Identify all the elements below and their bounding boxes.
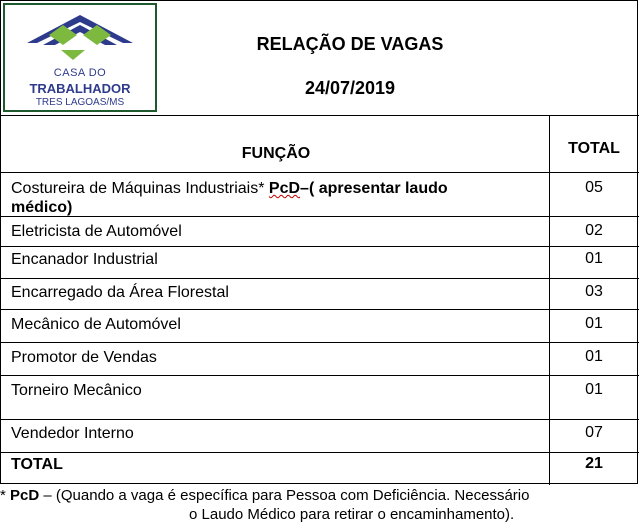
- footnote-line-1: – (Quando a vaga é específica para Pessoa com Deficiência. Necessário: [39, 487, 530, 504]
- page-title: RELAÇÃO DE VAGAS: [256, 34, 444, 54]
- table-row-total: 02: [585, 222, 603, 239]
- table-row-function: Torneiro Mecânico: [11, 382, 142, 399]
- divider: [1, 375, 639, 376]
- table-row-total: 07: [585, 424, 603, 441]
- table-row-function: Encanador Industrial: [11, 251, 158, 268]
- divider: [1, 342, 639, 343]
- footnote: [0, 486, 640, 506]
- table-row-total: 01: [585, 250, 603, 267]
- footnote-term: PcD: [10, 487, 40, 504]
- table-row-function: Vendedor Interno: [11, 425, 134, 442]
- column-header-total: TOTAL: [568, 140, 620, 157]
- house-roof-icon: [5, 5, 155, 67]
- logo-line-1: CASA DO: [53, 67, 107, 79]
- table-row-function: Promotor de Vendas: [11, 349, 157, 366]
- table-row-total: 01: [585, 348, 603, 365]
- table-row-total: 01: [585, 315, 603, 332]
- function-note-2: médico): [11, 199, 73, 216]
- logo-line-2: TRABALHADOR: [29, 81, 131, 96]
- page-date: 24/07/2019: [304, 78, 396, 98]
- divider: [1, 419, 639, 420]
- divider: [1, 115, 639, 116]
- divider: [1, 452, 639, 453]
- column-header-function: FUNÇÃO: [241, 145, 311, 162]
- table-row-function: Encarregado da Área Florestal: [11, 284, 229, 301]
- table-row-total: 05: [585, 179, 603, 196]
- divider: [1, 172, 639, 173]
- function-name: Costureira de Máquinas Industriais*: [11, 180, 265, 197]
- table-row-total: 03: [585, 283, 603, 300]
- table-row-function: [11, 179, 541, 217]
- table-row-total: 01: [585, 381, 603, 398]
- casa-do-trabalhador-logo: [3, 3, 157, 112]
- table-row-function: Mecânico de Automóvel: [11, 316, 181, 333]
- total-label: TOTAL: [11, 456, 63, 473]
- footnote-marker: *: [0, 487, 6, 504]
- divider: [1, 246, 639, 247]
- logo-line-3: TRES LAGOAS/MS: [35, 97, 125, 108]
- divider: [1, 278, 639, 279]
- footnote-line-2: o Laudo Médico para retirar o encaminhamento).: [189, 506, 515, 523]
- divider: [1, 309, 639, 310]
- function-note: –( apresentar laudo: [300, 180, 448, 197]
- pcd-marker: PcD: [268, 180, 301, 197]
- total-value: 21: [585, 455, 603, 472]
- table-row-function: Eletricista de Automóvel: [11, 223, 182, 240]
